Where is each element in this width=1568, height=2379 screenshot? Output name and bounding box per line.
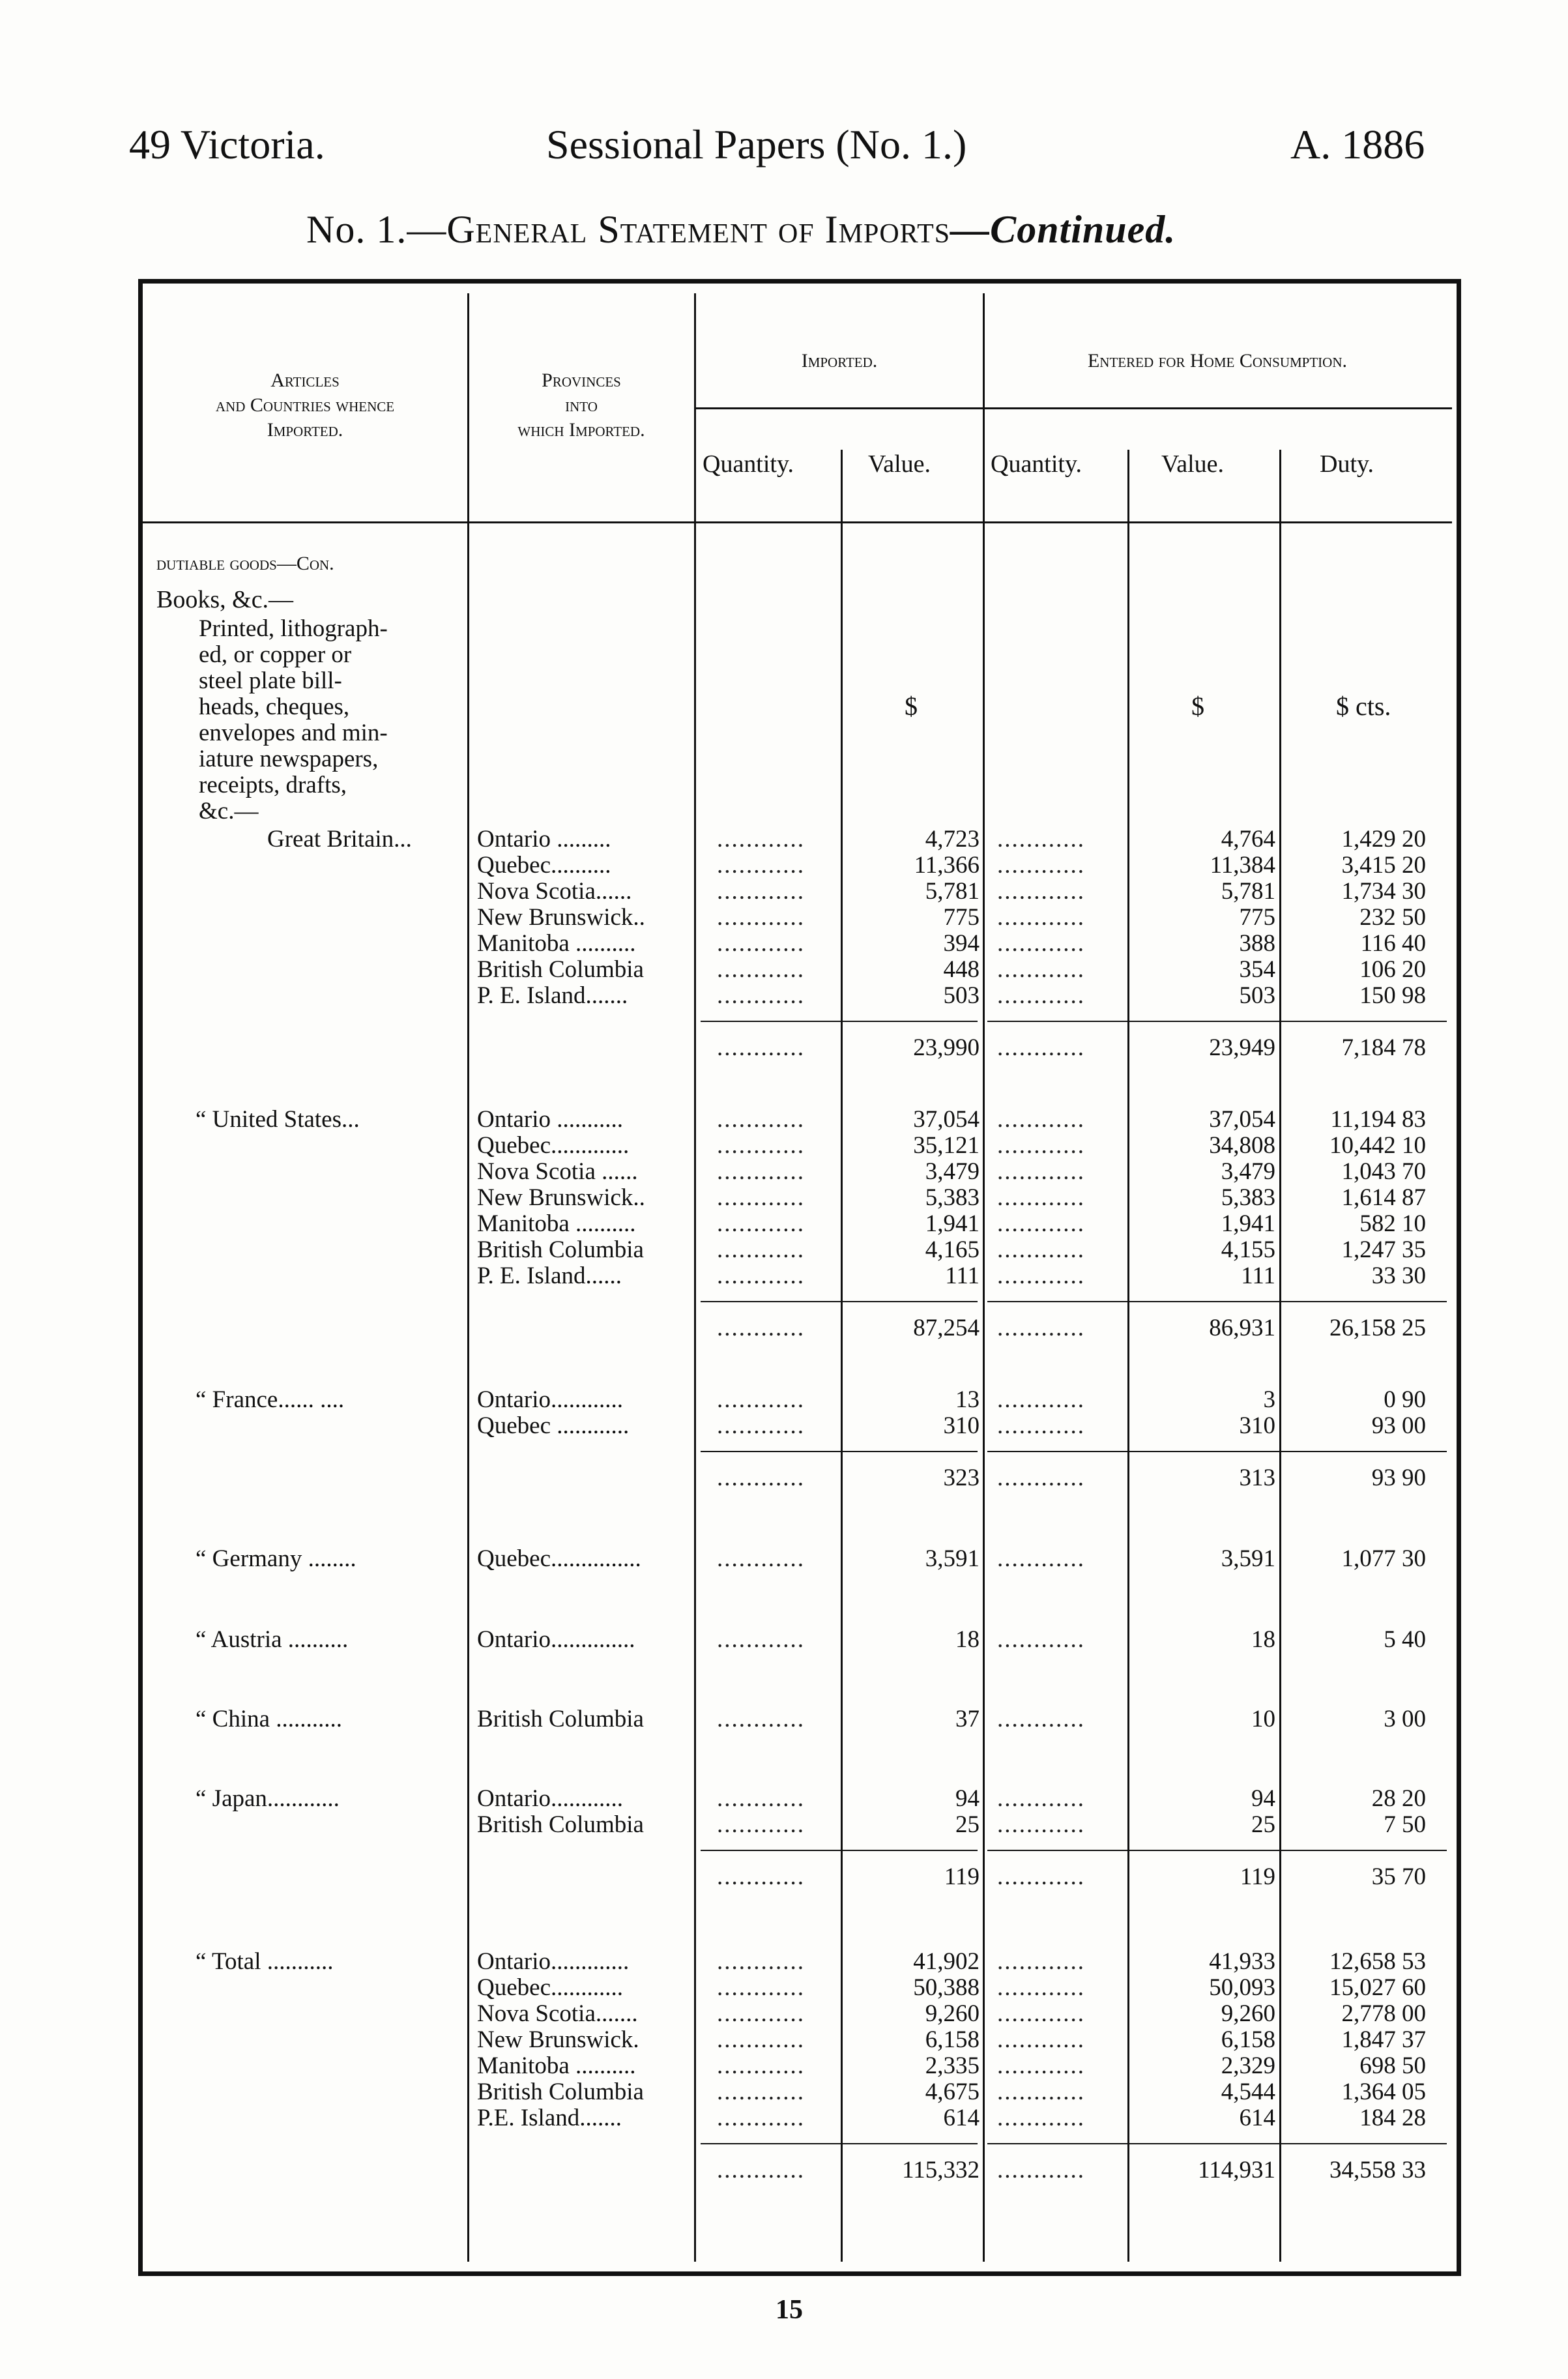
quantity1-filler: ............ — [717, 1948, 805, 1975]
duty-cell: 1,429 20 — [1341, 826, 1426, 853]
quantity1-filler: ............ — [717, 1158, 805, 1185]
quantity2-filler: ............ — [997, 1974, 1085, 2001]
province-cell: Manitoba .......... — [477, 930, 636, 957]
duty-cell: 1,847 37 — [1341, 2026, 1426, 2053]
value1-cell: 4,165 — [925, 1236, 980, 1263]
country-label: “ United States... — [196, 1106, 360, 1133]
value1-cell: 37 — [955, 1706, 980, 1732]
quantity1-filler: ............ — [717, 1412, 805, 1439]
duty-cell: 106 20 — [1359, 956, 1426, 983]
value1-cell: 13 — [955, 1386, 980, 1413]
value2-cell: 18 — [1251, 1626, 1275, 1653]
quantity2-filler: ............ — [997, 2026, 1085, 2053]
duty-cell: 93 00 — [1371, 1412, 1426, 1439]
total-rule-entered — [987, 1301, 1447, 1302]
total-value2: 313 — [1239, 1465, 1275, 1491]
title-main: General Statement of Imports — [446, 208, 951, 251]
value2-cell: 3,479 — [1221, 1158, 1275, 1185]
col-articles-header — [145, 368, 465, 443]
quantity1-filler: ............ — [717, 826, 805, 853]
value1-cell: 448 — [943, 956, 980, 983]
quantity2-filler: ............ — [997, 1158, 1085, 1185]
province-cell: British Columbia — [477, 1236, 644, 1263]
total-quantity1-filler: ............ — [717, 1465, 805, 1491]
quantity1-filler: ............ — [717, 1785, 805, 1812]
total-value1: 23,990 — [913, 1034, 980, 1061]
total-value1: 323 — [943, 1465, 980, 1491]
quantity2-filler: ............ — [997, 2079, 1085, 2105]
province-cell: British Columbia — [477, 1706, 644, 1732]
total-rule-entered — [987, 2143, 1447, 2144]
country-label: “ Japan............ — [196, 1785, 340, 1812]
quantity2-filler: ............ — [997, 1262, 1085, 1289]
section-heading: dutiable goods—Con. — [156, 553, 334, 574]
quantity1-filler: ............ — [717, 1262, 805, 1289]
duty-cell: 582 10 — [1359, 1210, 1426, 1237]
province-cell: British Columbia — [477, 1811, 644, 1838]
province-cell: British Columbia — [477, 956, 644, 983]
quantity2-filler: ............ — [997, 1948, 1085, 1975]
total-value2: 23,949 — [1209, 1034, 1275, 1061]
total-quantity2-filler: ............ — [997, 1034, 1085, 1061]
duty-cell: 1,077 30 — [1341, 1545, 1426, 1572]
rule-col-qty2 — [983, 293, 985, 2262]
value1-cell: 2,335 — [925, 2052, 980, 2079]
desc-line: ed, or copper or — [199, 641, 352, 668]
value2-cell: 41,933 — [1209, 1948, 1275, 1975]
quantity2-filler: ............ — [997, 852, 1085, 879]
duty-cell: 7 50 — [1384, 1811, 1426, 1838]
quantity2-filler: ............ — [997, 982, 1085, 1009]
province-cell: Ontario............. — [477, 1948, 630, 1975]
total-value2: 119 — [1240, 1863, 1275, 1890]
province-cell: New Brunswick.. — [477, 904, 645, 931]
value2-cell: 354 — [1239, 956, 1275, 983]
value2-cell: 37,054 — [1209, 1106, 1275, 1133]
value1-cell: 310 — [943, 1412, 980, 1439]
desc-line: receipts, drafts, — [199, 772, 347, 798]
country-label: “ Total ........... — [196, 1948, 334, 1975]
quantity2-filler: ............ — [997, 1132, 1085, 1159]
desc-line: steel plate bill- — [199, 667, 342, 694]
value2-cell: 11,384 — [1210, 852, 1275, 879]
province-cell: P.E. Island....... — [477, 2105, 622, 2131]
total-value2: 114,931 — [1198, 2157, 1275, 2183]
value1-cell: 25 — [955, 1811, 980, 1838]
col-provinces-line3: which Imported. — [517, 419, 645, 441]
duty-cell: 1,043 70 — [1341, 1158, 1426, 1185]
value2-cell: 3,591 — [1221, 1545, 1275, 1572]
country-label: “ China ........... — [196, 1706, 343, 1732]
value1-cell: 50,388 — [913, 1974, 980, 2001]
value1-cell: 6,158 — [925, 2026, 980, 2053]
duty-cell: 184 28 — [1359, 2105, 1426, 2131]
duty-cell: 12,658 53 — [1329, 1948, 1426, 1975]
province-cell: Ontario.............. — [477, 1626, 635, 1653]
total-quantity1-filler: ............ — [717, 1034, 805, 1061]
quantity1-filler: ............ — [717, 852, 805, 879]
quantity2-filler: ............ — [997, 2052, 1085, 2079]
title-suffix: —Continued. — [950, 208, 1176, 251]
page-number: 15 — [776, 2295, 803, 2325]
total-duty: 93 90 — [1371, 1465, 1426, 1491]
value2-cell: 3 — [1263, 1386, 1275, 1413]
value1-cell: 775 — [943, 904, 980, 931]
total-quantity1-filler: ............ — [717, 1315, 805, 1341]
quantity1-filler: ............ — [717, 2079, 805, 2105]
unit-duty: $ cts. — [1336, 692, 1391, 721]
country-label: “ Austria .......... — [196, 1626, 349, 1653]
quantity2-filler: ............ — [997, 1626, 1085, 1653]
total-rule-entered — [987, 1850, 1447, 1851]
province-cell: British Columbia — [477, 2079, 644, 2105]
col-duty: Duty. — [1320, 450, 1374, 478]
value2-cell: 2,329 — [1221, 2052, 1275, 2079]
quantity1-filler: ............ — [717, 930, 805, 957]
header-center: Sessional Papers (No. 1.) — [546, 121, 967, 168]
header-left: 49 Victoria. — [129, 121, 325, 168]
province-cell: Ontario............ — [477, 1785, 624, 1812]
value2-cell: 25 — [1251, 1811, 1275, 1838]
col-imported-header: Imported. — [801, 350, 878, 372]
quantity1-filler: ............ — [717, 1236, 805, 1263]
duty-cell: 28 20 — [1371, 1785, 1426, 1812]
value1-cell: 5,383 — [925, 1184, 980, 1211]
total-quantity1-filler: ............ — [717, 2157, 805, 2183]
quantity2-filler: ............ — [997, 956, 1085, 983]
total-value1: 87,254 — [913, 1315, 980, 1341]
value2-cell: 4,544 — [1221, 2079, 1275, 2105]
duty-cell: 2,778 00 — [1341, 2000, 1426, 2027]
value1-cell: 4,675 — [925, 2079, 980, 2105]
quantity1-filler: ............ — [717, 2105, 805, 2131]
duty-cell: 3 00 — [1384, 1706, 1426, 1732]
value2-cell: 614 — [1239, 2105, 1275, 2131]
province-cell: Manitoba .......... — [477, 2052, 636, 2079]
page-title — [306, 207, 1176, 252]
value1-cell: 41,902 — [913, 1948, 980, 1975]
province-cell: Ontario............ — [477, 1386, 624, 1413]
duty-cell: 11,194 83 — [1330, 1106, 1426, 1133]
total-quantity2-filler: ............ — [997, 1863, 1085, 1890]
quantity1-filler: ............ — [717, 1974, 805, 2001]
quantity1-filler: ............ — [717, 1626, 805, 1653]
value1-cell: 111 — [945, 1262, 980, 1289]
duty-cell: 5 40 — [1384, 1626, 1426, 1653]
value1-cell: 1,941 — [925, 1210, 980, 1237]
col-quantity1: Quantity. — [703, 450, 794, 478]
province-cell: New Brunswick.. — [477, 1184, 645, 1211]
quantity2-filler: ............ — [997, 1412, 1085, 1439]
total-duty: 7,184 78 — [1341, 1034, 1426, 1061]
quantity1-filler: ............ — [717, 904, 805, 931]
province-cell: Manitoba .......... — [477, 1210, 636, 1237]
value2-cell: 6,158 — [1221, 2026, 1275, 2053]
duty-cell: 1,247 35 — [1341, 1236, 1426, 1263]
duty-cell: 0 90 — [1384, 1386, 1426, 1413]
value1-cell: 5,781 — [925, 878, 980, 905]
total-value1: 119 — [944, 1863, 980, 1890]
quantity2-filler: ............ — [997, 2105, 1085, 2131]
quantity1-filler: ............ — [717, 1184, 805, 1211]
col-value2: Value. — [1161, 450, 1225, 478]
value2-cell: 1,941 — [1221, 1210, 1275, 1237]
quantity2-filler: ............ — [997, 1184, 1085, 1211]
value2-cell: 4,764 — [1221, 826, 1275, 853]
duty-cell: 698 50 — [1359, 2052, 1426, 2079]
province-cell: Quebec.......... — [477, 852, 611, 879]
total-value2: 86,931 — [1209, 1315, 1275, 1341]
value1-cell: 614 — [943, 2105, 980, 2131]
duty-cell: 3,415 20 — [1341, 852, 1426, 879]
value1-cell: 4,723 — [925, 826, 980, 853]
province-cell: Nova Scotia ...... — [477, 1158, 638, 1185]
country-label: Great Britain... — [267, 826, 412, 853]
duty-cell: 33 30 — [1371, 1262, 1426, 1289]
province-cell: Nova Scotia....... — [477, 2000, 638, 2027]
rule-header-bottom — [143, 521, 1452, 523]
value1-cell: 3,479 — [925, 1158, 980, 1185]
duty-cell: 232 50 — [1359, 904, 1426, 931]
total-rule-imported — [701, 1301, 978, 1302]
total-duty: 26,158 25 — [1329, 1315, 1426, 1341]
duty-cell: 116 40 — [1360, 930, 1426, 957]
quantity2-filler: ............ — [997, 904, 1085, 931]
value2-cell: 10 — [1251, 1706, 1275, 1732]
province-cell: Quebec............. — [477, 1132, 630, 1159]
quantity2-filler: ............ — [997, 1106, 1085, 1133]
rule-header-split — [696, 407, 1452, 409]
section-description — [199, 616, 459, 825]
total-rule-imported — [701, 2143, 978, 2144]
value2-cell: 94 — [1251, 1785, 1275, 1812]
quantity2-filler: ............ — [997, 1236, 1085, 1263]
quantity1-filler: ............ — [717, 956, 805, 983]
value1-cell: 394 — [943, 930, 980, 957]
value1-cell: 503 — [943, 982, 980, 1009]
rule-col-provinces — [467, 293, 469, 2262]
province-cell: New Brunswick. — [477, 2026, 639, 2053]
section-item: Books, &c.— — [156, 586, 294, 613]
col-quantity2: Quantity. — [991, 450, 1082, 478]
value1-cell: 11,366 — [914, 852, 980, 879]
value2-cell: 50,093 — [1209, 1974, 1275, 2001]
value1-cell: 9,260 — [925, 2000, 980, 2027]
total-rule-entered — [987, 1021, 1447, 1022]
total-duty: 35 70 — [1371, 1863, 1426, 1890]
col-articles-line2: and Countries whence — [215, 394, 395, 416]
quantity2-filler: ............ — [997, 1210, 1085, 1237]
value2-cell: 9,260 — [1221, 2000, 1275, 2027]
total-quantity2-filler: ............ — [997, 1465, 1085, 1491]
value2-cell: 388 — [1239, 930, 1275, 957]
province-cell: Ontario ........... — [477, 1106, 624, 1133]
total-rule-imported — [701, 1451, 978, 1452]
col-provinces-line1: Provinces — [542, 370, 621, 391]
province-cell: Nova Scotia...... — [477, 878, 632, 905]
total-rule-entered — [987, 1451, 1447, 1452]
col-articles-line1: Articles — [270, 370, 340, 391]
col-articles-line3: Imported. — [267, 419, 343, 441]
quantity2-filler: ............ — [997, 1706, 1085, 1732]
title-prefix: No. 1.— — [306, 208, 447, 251]
desc-line: &c.— — [199, 798, 259, 825]
duty-cell: 10,442 10 — [1329, 1132, 1426, 1159]
quantity1-filler: ............ — [717, 1132, 805, 1159]
desc-line: envelopes and min- — [199, 720, 388, 746]
duty-cell: 150 98 — [1359, 982, 1426, 1009]
header-right: A. 1886 — [1290, 121, 1425, 168]
value2-cell: 5,383 — [1221, 1184, 1275, 1211]
province-cell: Quebec............... — [477, 1545, 641, 1572]
duty-cell: 15,027 60 — [1329, 1974, 1426, 2001]
col-provinces-header — [471, 368, 692, 443]
quantity1-filler: ............ — [717, 878, 805, 905]
quantity1-filler: ............ — [717, 2052, 805, 2079]
total-quantity2-filler: ............ — [997, 2157, 1085, 2183]
unit-value1: $ — [905, 692, 918, 721]
value1-cell: 94 — [955, 1785, 980, 1812]
value2-cell: 775 — [1239, 904, 1275, 931]
country-label: “ France...... .... — [196, 1386, 345, 1413]
total-quantity1-filler: ............ — [717, 1863, 805, 1890]
rule-col-duty — [1279, 450, 1281, 2262]
quantity2-filler: ............ — [997, 1545, 1085, 1572]
quantity1-filler: ............ — [717, 1210, 805, 1237]
value2-cell: 111 — [1241, 1262, 1275, 1289]
value1-cell: 35,121 — [913, 1132, 980, 1159]
total-quantity2-filler: ............ — [997, 1315, 1085, 1341]
quantity2-filler: ............ — [997, 930, 1085, 957]
duty-cell: 1,734 30 — [1341, 878, 1426, 905]
country-label: “ Germany ........ — [196, 1545, 356, 1572]
quantity1-filler: ............ — [717, 1106, 805, 1133]
quantity1-filler: ............ — [717, 1386, 805, 1413]
quantity2-filler: ............ — [997, 2000, 1085, 2027]
quantity1-filler: ............ — [717, 982, 805, 1009]
duty-cell: 1,614 87 — [1341, 1184, 1426, 1211]
quantity2-filler: ............ — [997, 1785, 1085, 1812]
rule-col-value2 — [1127, 450, 1129, 2262]
quantity2-filler: ............ — [997, 878, 1085, 905]
quantity1-filler: ............ — [717, 1545, 805, 1572]
province-cell: P. E. Island...... — [477, 1262, 622, 1289]
desc-line: heads, cheques, — [199, 693, 350, 720]
province-cell: P. E. Island....... — [477, 982, 628, 1009]
quantity1-filler: ............ — [717, 1811, 805, 1838]
col-provinces-line2: into — [565, 394, 598, 416]
quantity1-filler: ............ — [717, 1706, 805, 1732]
quantity2-filler: ............ — [997, 826, 1085, 853]
value1-cell: 3,591 — [925, 1545, 980, 1572]
quantity2-filler: ............ — [997, 1386, 1085, 1413]
total-duty: 34,558 33 — [1329, 2157, 1426, 2183]
duty-cell: 1,364 05 — [1341, 2079, 1426, 2105]
col-value1: Value. — [868, 450, 931, 478]
desc-line: iature newspapers, — [199, 746, 379, 772]
province-cell: Quebec ............ — [477, 1412, 630, 1439]
quantity1-filler: ............ — [717, 2000, 805, 2027]
total-rule-imported — [701, 1850, 978, 1851]
value2-cell: 5,781 — [1221, 878, 1275, 905]
province-cell: Quebec............ — [477, 1974, 623, 2001]
rule-col-qty1 — [694, 293, 696, 2262]
value1-cell: 18 — [955, 1626, 980, 1653]
value2-cell: 34,808 — [1209, 1132, 1275, 1159]
value2-cell: 503 — [1239, 982, 1275, 1009]
value2-cell: 310 — [1239, 1412, 1275, 1439]
desc-line: Printed, lithograph- — [199, 615, 388, 642]
value2-cell: 4,155 — [1221, 1236, 1275, 1263]
rule-col-value1 — [841, 450, 843, 2262]
province-cell: Ontario ......... — [477, 826, 611, 853]
value1-cell: 37,054 — [913, 1106, 980, 1133]
unit-value2: $ — [1191, 692, 1204, 721]
quantity1-filler: ............ — [717, 2026, 805, 2053]
total-rule-imported — [701, 1021, 978, 1022]
col-entered-header: Entered for Home Consumption. — [1087, 350, 1348, 372]
quantity2-filler: ............ — [997, 1811, 1085, 1838]
total-value1: 115,332 — [902, 2157, 980, 2183]
